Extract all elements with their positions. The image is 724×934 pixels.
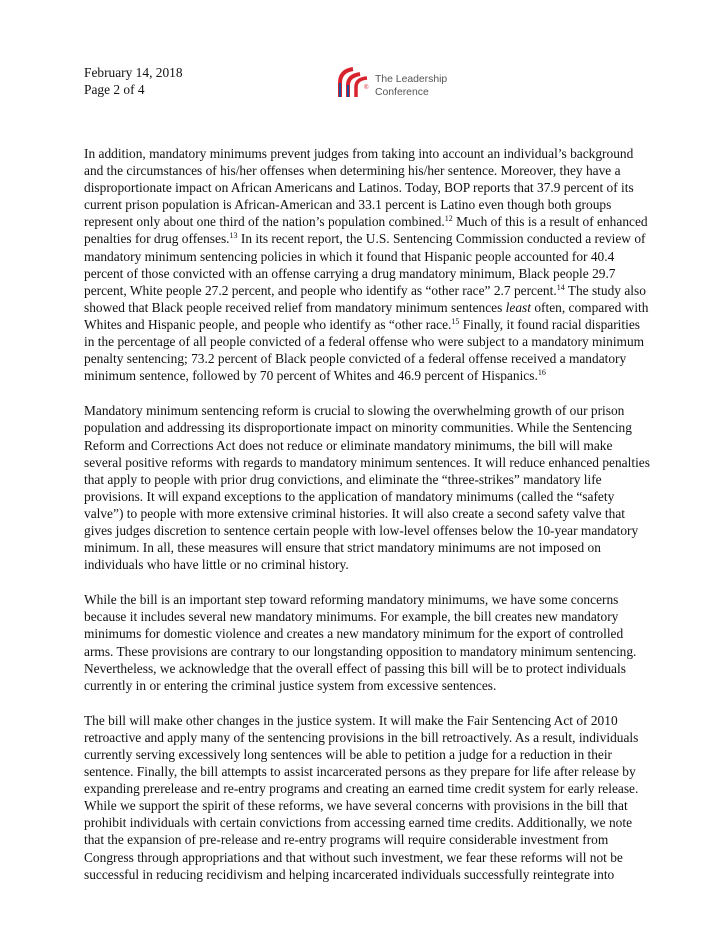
line-text: showed that Black people received relief from mandatory minimum sentences [84,299,506,315]
organization-logo [336,63,496,105]
logo-arches-icon [336,63,376,99]
line-text: Mandatory minimum sentencing reform is crucial to slowing the overwhelming growth of our prison [84,403,625,419]
line-text: penalties for drug offenses. [84,231,230,247]
line-text: percent of those convicted with an offense carrying a drug mandatory minimum, Black people 29.7 [84,265,616,281]
text-line [84,797,652,814]
footnote-ref: 13 [229,231,238,241]
text-line [84,230,652,247]
text-line [84,350,652,367]
line-text: While we support the spirit of these reforms, we have several concerns with provisions in the bill that [84,798,628,814]
line-text: minimum. In all, these measures will ensure that strict mandatory minimums are not imposed on [84,540,601,556]
line-text: and the circumstances of his/her offenses when determining his/her sentence. Moreover, they have a [84,163,621,179]
text-line [84,591,652,608]
text-line [84,608,652,625]
text-line [84,780,652,797]
line-text: successful in reducing recidivism and helping incarcerated individuals successfully reintegrate into [84,866,615,882]
text-line [84,282,652,299]
line-text: individuals who have little or no criminal history. [84,557,349,573]
line-text: arms. These provisions are contrary to our longstanding opposition to mandatory minimum sentencing. [84,643,637,659]
line-text: several positive reforms with regards to mandatory minimum sentences. It will reduce enhanced penalties [84,454,650,470]
line-text: Whites and Hispanic people, and people who identify as “other race. [84,316,452,332]
text-line [84,179,652,196]
line-text: that apply to people with prior drug convictions, and eliminate the “three-strikes” mandatory life [84,471,602,487]
text-line [84,402,652,419]
line-text: The bill will make other changes in the justice system. It will make the Fair Sentencing Act of 2010 [84,712,618,728]
line-text: mandatory minimum sentencing policies in which it found that Hispanic people accounted for 40.4 [84,248,615,264]
line-text: often, compared with [530,299,649,315]
text-line [84,145,652,162]
text-line [84,437,652,454]
line-text: current prison population is African-American and 33.1 percent is Latino even though both groups [84,197,612,213]
line-text: In its recent report, the U.S. Sentencing Commission conducted a review of [237,231,646,247]
text-line [84,729,652,746]
text-line [84,660,652,677]
line-text: retroactive and apply many of the sentencing provisions in the bill retroactively. As a result, individuals [84,729,639,745]
line-text: percent, White people 27.2 percent, and people who identify as “other race” 2.7 percent. [84,282,557,298]
line-text: valve”) to people with more extensive criminal histories. It will also create a second safety valve that [84,505,626,521]
line-text: expanding prerelease and re-entry programs and creating an earned time credit system for early release. [84,781,639,797]
line-text: that the expansion of pre-release and re-entry programs will require considerable investment from [84,832,609,848]
line-text: disproportionate impact on African Americans and Latinos. Today, BOP reports that 37.9 percent of its [84,180,634,196]
letter-header [84,64,183,98]
text-line [84,299,652,316]
text-line [84,162,652,179]
line-text: Nevertheless, we acknowledge that the overall effect of passing this bill will be to protect individuals [84,660,626,676]
text-line [84,196,652,213]
text-line [84,849,652,866]
text-line [84,265,652,282]
text-line [84,367,652,384]
line-text: in the percentage of all people convicted of a federal offense who were subject to a mandatory minimum [84,334,645,350]
body-paragraph [84,402,652,573]
text-line [84,643,652,660]
emphasis-text: least [505,299,531,315]
text-line [84,746,652,763]
registered-mark: ® [364,85,369,91]
text-line [84,814,652,831]
footnote-ref: 15 [451,316,460,326]
line-text: minimum sentence, followed by 70 percent of Whites and 46.9 percent of Hispanics. [84,368,538,384]
line-text: sentence. Finally, the bill attempts to assist incarcerated persons as they prepare for life after release by [84,764,636,780]
text-line [84,763,652,780]
line-text: population and addressing its disproportionate impact on minority communities. While the Sentencing [84,420,632,436]
line-text: Congress through appropriations and that without such investment, we fear these reforms will not be [84,849,623,865]
line-text: Much of this is a result of enhanced [452,214,648,230]
letter-date: February 14, 2018 [84,65,183,80]
text-line [84,677,652,694]
line-text: currently in or entering the criminal justice system from excessive sentences. [84,677,497,693]
text-line [84,556,652,573]
text-line [84,333,652,350]
body-paragraph [84,145,652,384]
text-line [84,831,652,848]
line-text: because it includes several new mandatory minimums. For example, the bill creates new mandatory [84,609,619,625]
line-text: gives judges discretion to sentence certain people with low-level offenses below the 10-year mandatory [84,522,639,538]
text-line [84,712,652,729]
line-text: minimums for domestic violence and creates a new mandatory minimum for the export of controlled [84,626,624,642]
text-line [84,454,652,471]
text-line [84,866,652,883]
text-line [84,522,652,539]
page-number: Page 2 of 4 [84,82,145,97]
text-line [84,625,652,642]
text-line [84,213,652,230]
text-line [84,316,652,333]
line-text: Finally, it found racial disparities [459,316,640,332]
line-text: provisions. It will expand exceptions to the application of mandatory minimums (called the “safety [84,488,615,504]
letter-body [84,145,652,901]
line-text: The study also [564,282,646,298]
footnote-ref: 16 [537,368,546,378]
text-line [84,248,652,265]
line-text: penalty sentencing; 73.2 percent of Black people convicted of a federal offense received a mandatory [84,351,627,367]
text-line [84,471,652,488]
organization-name-line-1: The Leadership [375,74,448,85]
text-line [84,505,652,522]
footnote-ref: 14 [556,282,565,292]
line-text: currently serving excessively long sentences will be able to petition a judge for a reduction in their [84,747,613,762]
text-line [84,539,652,556]
footnote-ref: 12 [444,214,453,224]
organization-name [375,74,447,99]
text-line [84,419,652,436]
body-paragraph [84,712,652,883]
organization-name-line-2: Conference [375,86,429,98]
line-text: In addition, mandatory minimums prevent judges from taking into account an individual’s background [84,146,634,161]
line-text: While the bill is an important step toward reforming mandatory minimums, we have some concerns [84,592,619,608]
line-text: prohibit individuals with certain convictions from accessing earned time credits. Additionally, we note [84,815,633,831]
text-line [84,488,652,505]
body-paragraph [84,591,652,694]
line-text: represent only about one third of the nation’s population combined. [84,214,445,230]
line-text: Reform and Corrections Act does not reduce or eliminate mandatory minimums, the bill will make [84,437,613,453]
